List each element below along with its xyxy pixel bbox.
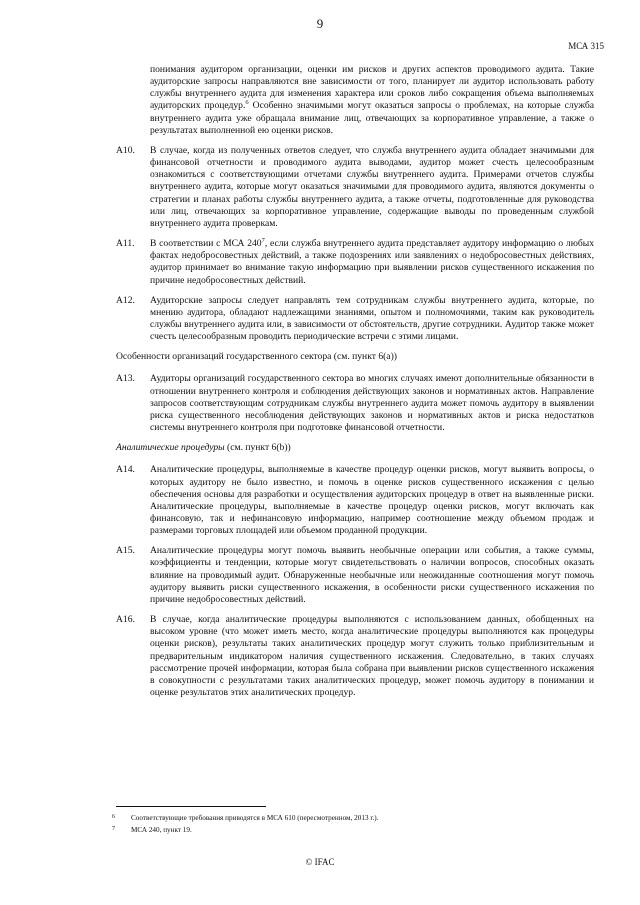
paragraph-a10 <box>116 145 594 230</box>
paragraph-label: A10. <box>116 144 135 156</box>
paragraph-label: A12. <box>116 294 135 306</box>
paragraph-a11 <box>116 238 594 287</box>
paragraph-text: Аналитические процедуры, выполняемые в качестве процедур оценки рисков, могут выявить вопросы, о которых аудитору не было известно, и помочь в оценке рисков существенного искажения с целью обеспечения основы для разработки и осуществления аудиторских процедур в ответ на выявленные риски. Аналитические процедуры, выполняемые в качестве процедур оценки рисков, могут включать как финансовую, так и нефинансовую информацию, например соотношение между объемом продаж и размерами торговых площадей или объемом проданной продукции. <box>150 464 594 537</box>
paragraph-label: A14. <box>116 464 135 476</box>
footnote-separator <box>116 806 266 807</box>
paragraph-text: В случае, когда аналитические процедуры выполняются с использованием данных, обобщенных на высоком уровне (что может иметь место, когда аналитические процедуры выполняются как процедуры оценки рисков), результаты таких аналитических процедур могут служить только приблизительным и предварительным индикатором наличия существенного искажения. Следовательно, в таких случаях рассмотрение прочей информации, которая была собрана при выявлении рисков существенного искажения в совокупности с результатами таких аналитических процедур, может помочь аудитору в понимании и оценке результатов этих аналитических процедур. <box>150 614 594 699</box>
document-code: МСА 315 <box>568 41 604 51</box>
paragraph-a12 <box>116 295 594 344</box>
section-heading-analytical-procedures: Аналитические процедуры (см. пункт 6(b)) <box>116 442 291 454</box>
paragraph-a13 <box>116 373 594 434</box>
footnote-text: МСА 240, пункт 19. <box>131 826 192 834</box>
paragraph-a15 <box>116 545 594 606</box>
paragraph-a16 <box>116 614 594 699</box>
paragraph-a14 <box>116 464 594 537</box>
paragraph-text: В соответствии с МСА $240^7$, если служба внутреннего аудита представляет аудитору информацию о любых фактах недобросовестных действий, а также подозрениях или заявлениях о недобросовестных действиях, аудитор принимает во внимание такую информацию при выявлении рисков существенного искажения по причине недобросовестных действий. <box>150 237 594 286</box>
page-content <box>116 64 594 707</box>
footnote-ref-6[interactable]: 6 <box>245 99 249 107</box>
paragraph-text: Аналитические процедуры могут помочь выявить необычные операции или события, а также суммы, коэффициенты и тенденции, которые могут свидетельствовать о наличии вопросов, способных оказать влияние на проводимый аудит. Обнаруженные необычные или неожиданные соотношения могут помочь аудитору выявить риски существенного искажения, в особенности риски существенного искажения по причине недобросовестных действий. <box>150 545 594 605</box>
footnote-mark: 6 <box>112 814 115 820</box>
section-heading-public-sector: Особенности организаций государственного сектора (см. пункт 6(a)) <box>116 351 397 363</box>
paragraph-label: A16. <box>116 614 135 626</box>
footnote-ref-7[interactable]: 7 <box>261 237 265 245</box>
paragraph-text: В случае, когда из полученных ответов следует, что служба внутреннего аудита обладает значимыми для финансовой отчетности и проводимого аудита выводами, аудитор может счесть целесообразным ознакомиться с соответствующими отчетами службы внутреннего аудита. Примерами отчетов службы внутреннего аудита, которые могут оказаться значимыми для проводимого аудита, являются документы о стратегии и планах работы службы внутреннего аудита, а также отчеты, подготовленные для руководства или лиц, отвечающих за корпоративное управление, содержащие выводы по проведенным службой внутреннего аудита проверкам. <box>150 144 594 229</box>
paragraph-text: Аудиторы организаций государственного сектора во многих случаях имеют дополнительные обязанности в отношении внутреннего контроля и соблюдения действующих законов и нормативных актов. Направление запросов соответствующим сотрудникам службы внутреннего аудита может помочь аудитору в выявлении риска существенного несоблюдения действующих законов и нормативных актов и риска недостатков системы внутреннего контроля при подготовке финансовой отчетности. <box>150 373 594 434</box>
footnote-mark: 7 <box>112 826 115 832</box>
footnote-text: Соответствующие требования приводятся в МСА 610 (пересмотренном, 2013 г.). <box>131 814 379 822</box>
intro-paragraph: понимания аудитором организации, оценки им рисков и других аспектов проводимого аудита. Такие аудиторские запросы направляются вне зависимости от того, планирует ли аудитор использовать работу службы внутреннего аудита для изменения характера или сроков либо сокращения объема выполняемых аудиторских процедур.$^6$ Особенно значимыми могут оказаться запросы о проблемах, на которые служба внутреннего аудита уже обращала внимание лиц, отвечающих за корпоративное управление, а также о результатах выполненной ею оценки рисков. <box>150 64 594 136</box>
paragraph-text: Аудиторские запросы следует направлять тем сотрудникам службы внутреннего аудита, которые, по мнению аудитора, обладают надлежащими знаниями, опытом и полномочиями, таким как руководитель службы внутреннего аудита или, в зависимости от обстоятельств, другие сотрудники. Аудитор также может счесть целесообразным проводить периодические встречи с этими лицами. <box>150 294 594 343</box>
page-footer: © IFAC <box>305 857 335 867</box>
paragraph-label: A11. <box>116 238 135 250</box>
page-number: 9 <box>316 16 324 31</box>
paragraph-label: A15. <box>116 545 135 557</box>
paragraph-label: A13. <box>116 373 135 385</box>
